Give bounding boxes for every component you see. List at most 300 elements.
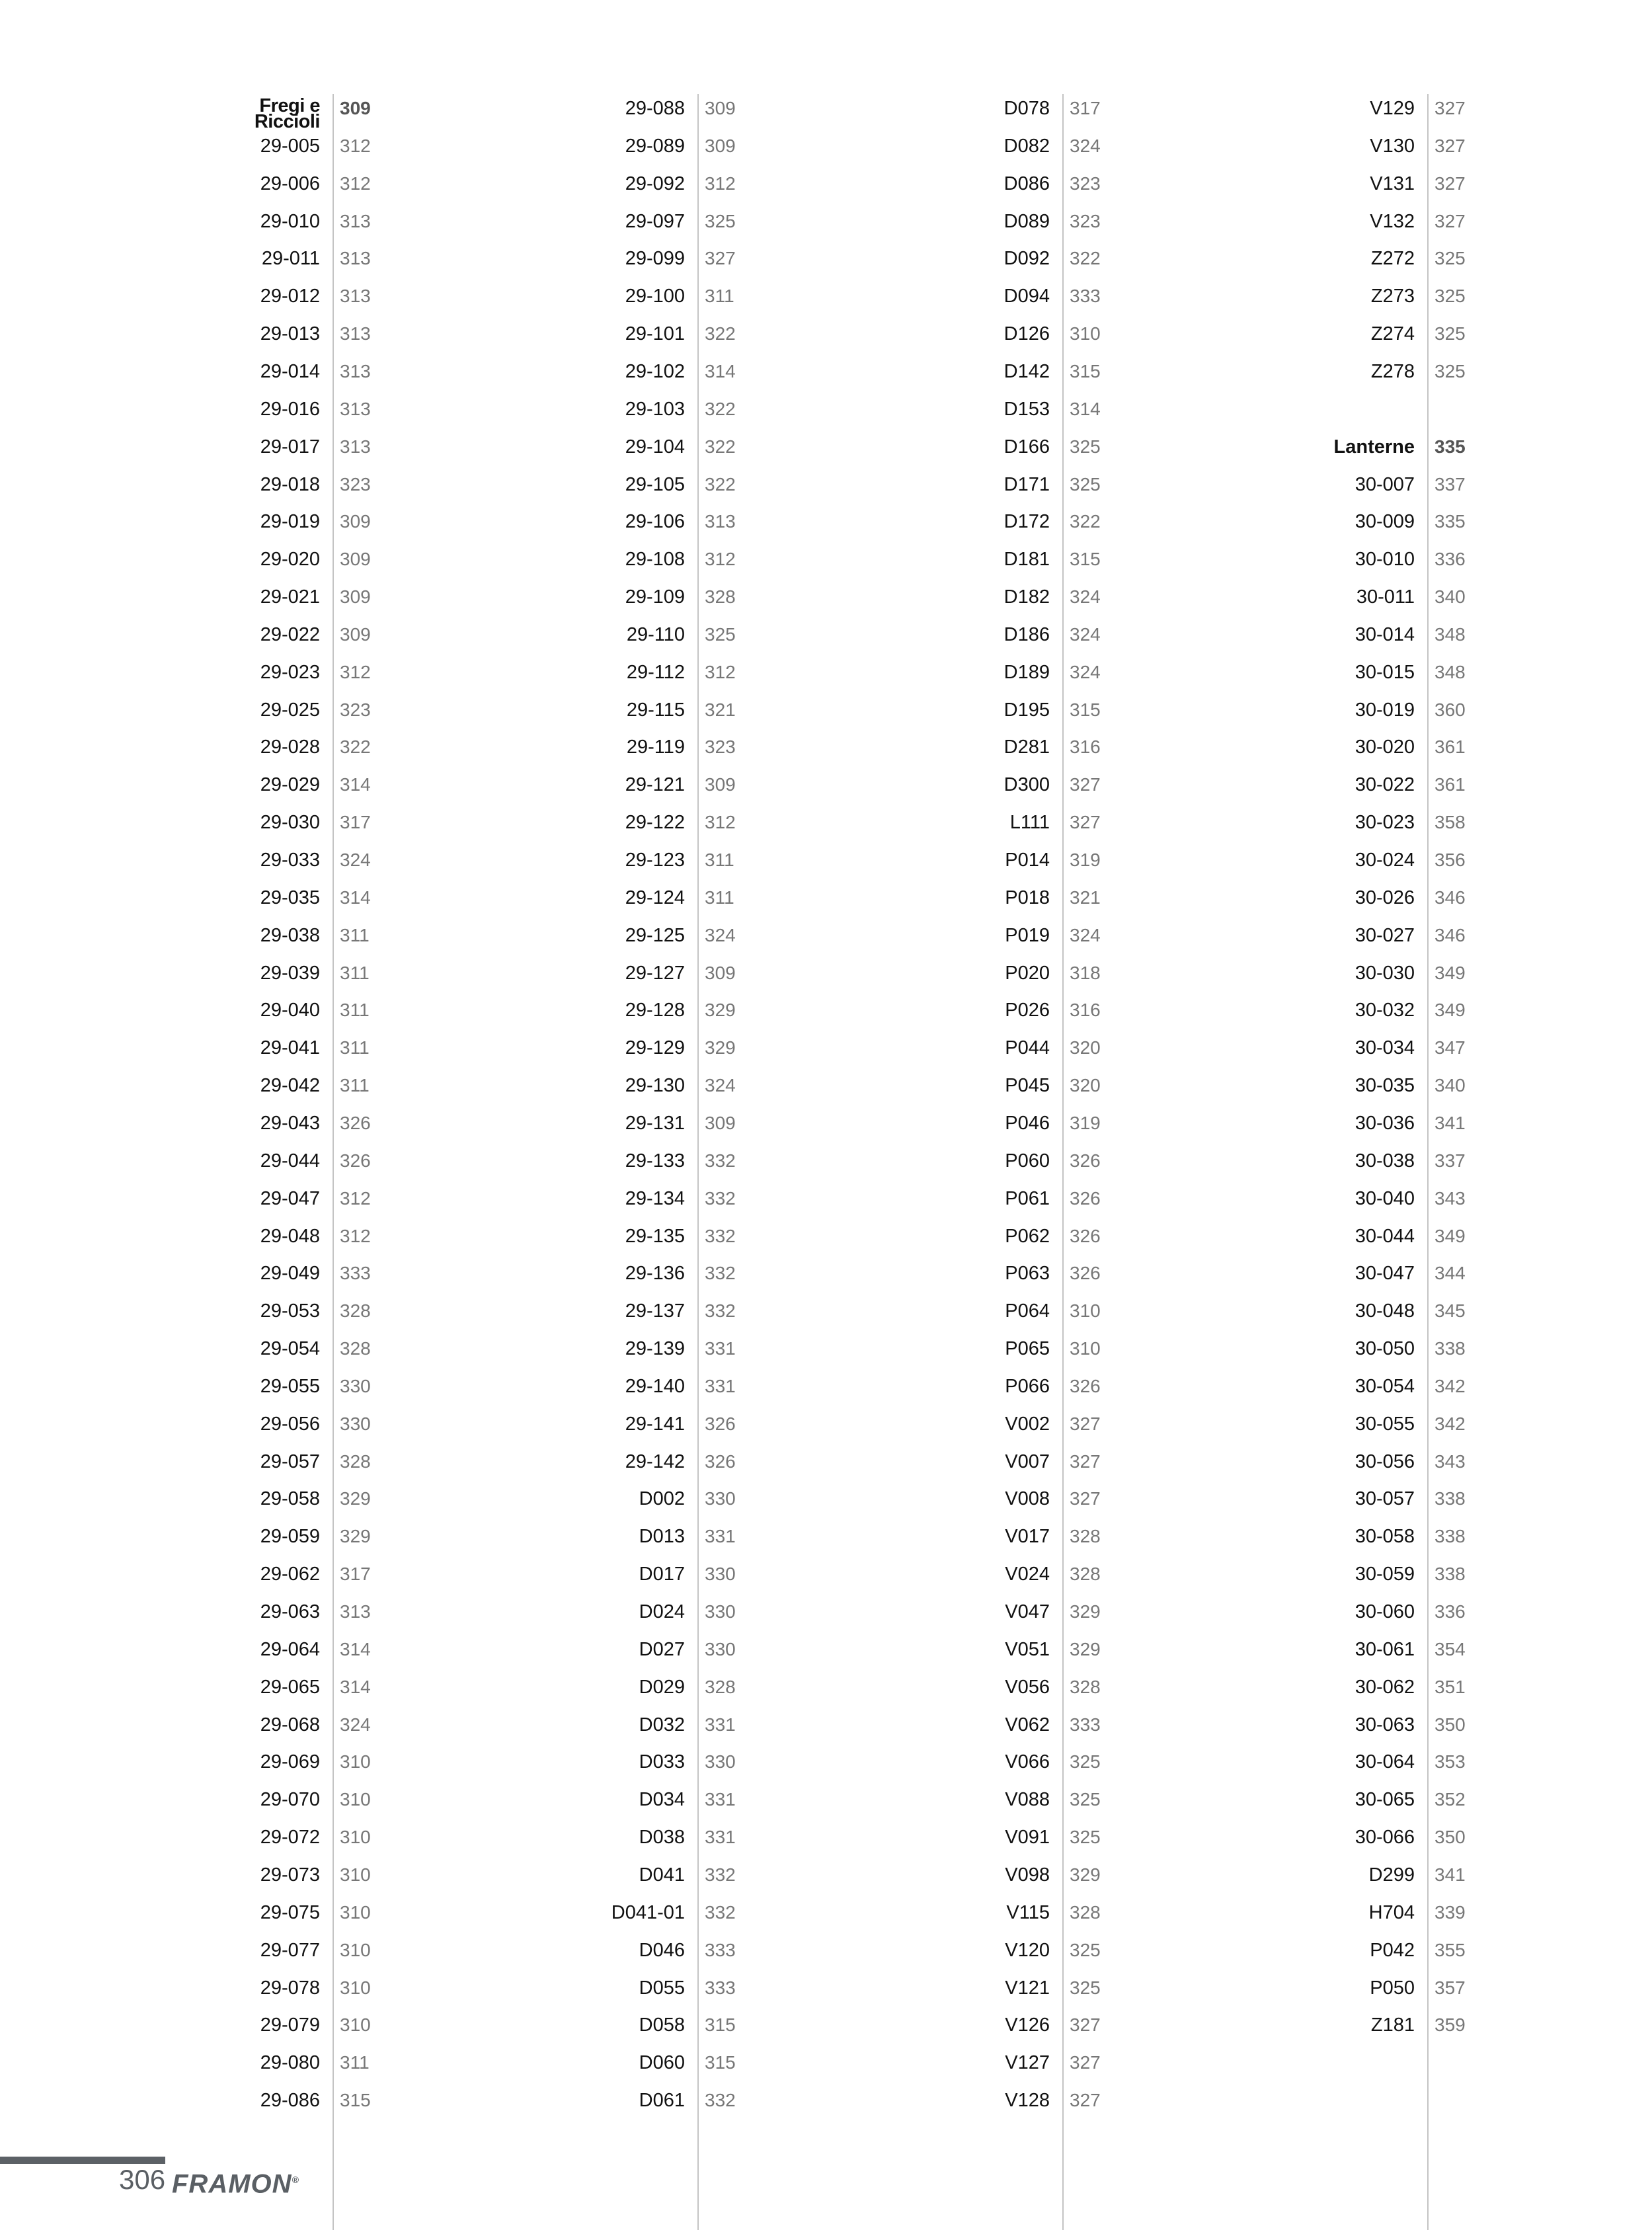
page-reference: 316 xyxy=(1070,1000,1101,1021)
page-reference: 327 xyxy=(1435,210,1466,231)
product-code: 29-013 xyxy=(260,323,320,345)
index-entry xyxy=(0,1071,1652,1109)
page-reference: 313 xyxy=(340,210,371,231)
page-reference: 342 xyxy=(1435,1413,1466,1434)
product-code: 30-026 xyxy=(1355,887,1415,908)
product-code: Z274 xyxy=(1370,323,1415,345)
product-code: 29-079 xyxy=(260,2014,320,2036)
product-code: 29-078 xyxy=(260,1977,320,1999)
index-entry xyxy=(0,1146,1652,1184)
product-code: D013 xyxy=(639,1526,685,1548)
product-code: 29-033 xyxy=(260,850,320,871)
product-code: D038 xyxy=(639,1827,685,1849)
page-reference: 323 xyxy=(340,699,371,720)
product-code: V002 xyxy=(1005,1413,1050,1435)
product-code: 29-053 xyxy=(260,1300,320,1322)
page-reference: 360 xyxy=(1435,699,1466,720)
page-reference: 350 xyxy=(1435,1714,1466,1735)
page-reference: 313 xyxy=(340,360,371,381)
index-entry xyxy=(0,2011,1652,2048)
product-code: 30-009 xyxy=(1355,511,1415,533)
product-code: 29-030 xyxy=(260,812,320,834)
product-code: D089 xyxy=(1003,210,1050,232)
product-code: 29-056 xyxy=(260,1413,320,1435)
page-reference: 332 xyxy=(705,1225,736,1246)
product-code: 29-069 xyxy=(260,1751,320,1773)
page-reference: 325 xyxy=(705,210,736,231)
page-reference: 315 xyxy=(1070,360,1101,381)
page-reference: 325 xyxy=(1070,1977,1101,1998)
product-code: 29-139 xyxy=(625,1338,685,1360)
product-code: 29-021 xyxy=(260,586,320,608)
page-reference: 332 xyxy=(705,1187,736,1209)
page-reference: 325 xyxy=(1435,286,1466,307)
product-code: D032 xyxy=(639,1714,685,1735)
product-code: 30-011 xyxy=(1356,586,1415,608)
page-reference: 351 xyxy=(1435,1676,1466,1697)
product-code: D033 xyxy=(639,1751,685,1773)
product-code: 29-119 xyxy=(626,737,685,758)
page-reference: 324 xyxy=(1070,623,1101,645)
page-reference: 312 xyxy=(705,173,736,194)
product-code: Z272 xyxy=(1370,248,1415,270)
product-code: 29-058 xyxy=(260,1488,320,1510)
page-reference: 329 xyxy=(1070,1638,1101,1659)
product-code: 30-048 xyxy=(1355,1300,1415,1322)
page-reference: 317 xyxy=(340,812,371,833)
product-code: 29-123 xyxy=(625,850,685,871)
product-code: V132 xyxy=(1370,210,1415,232)
page-reference: 326 xyxy=(705,1451,736,1472)
page-reference: 310 xyxy=(340,1789,371,1810)
product-code: V024 xyxy=(1005,1564,1050,1585)
product-code: P019 xyxy=(1005,924,1050,946)
page-reference: 322 xyxy=(340,737,371,758)
product-code: D281 xyxy=(1003,737,1050,758)
product-code: P064 xyxy=(1005,1300,1050,1322)
index-entry xyxy=(0,1447,1652,1485)
page-reference: 357 xyxy=(1435,1977,1466,1998)
page-reference: 330 xyxy=(705,1601,736,1622)
product-code: 29-134 xyxy=(625,1187,685,1209)
page-reference: 309 xyxy=(340,98,371,118)
index-entry xyxy=(0,1372,1652,1410)
product-code: D094 xyxy=(1003,286,1050,307)
page-reference: 327 xyxy=(1070,2052,1101,2073)
page-reference: 338 xyxy=(1435,1338,1466,1359)
index-entry xyxy=(0,1259,1652,1296)
product-code: P045 xyxy=(1005,1075,1050,1097)
product-code: 29-133 xyxy=(625,1150,685,1172)
page-reference: 326 xyxy=(1070,1225,1101,1246)
page-reference: 325 xyxy=(1070,1939,1101,1960)
product-code: D058 xyxy=(639,2014,685,2036)
page-reference: 319 xyxy=(1070,850,1101,870)
page-reference: 313 xyxy=(340,398,371,419)
section-title: Fregi e Riccioli xyxy=(254,95,320,132)
product-code: P014 xyxy=(1005,850,1050,871)
page-reference: 330 xyxy=(340,1413,371,1434)
page-reference: 327 xyxy=(1435,173,1466,194)
page-reference: 326 xyxy=(1070,1150,1101,1171)
page-reference: 326 xyxy=(1070,1375,1101,1396)
page-reference: 323 xyxy=(1070,210,1101,231)
product-code: 30-015 xyxy=(1355,661,1415,683)
page-reference: 324 xyxy=(705,924,736,945)
page-reference: 348 xyxy=(1435,661,1466,682)
product-code: V115 xyxy=(1006,1901,1050,1923)
page-reference: 344 xyxy=(1435,1263,1466,1284)
product-code: 29-130 xyxy=(625,1075,685,1097)
page-reference: 342 xyxy=(1435,1375,1466,1396)
product-code: P060 xyxy=(1005,1150,1050,1172)
page-reference: 311 xyxy=(705,286,734,307)
page-reference: 353 xyxy=(1435,1751,1466,1772)
product-code: 29-128 xyxy=(625,1000,685,1021)
page-reference: 325 xyxy=(1070,1751,1101,1772)
index-entry xyxy=(0,959,1652,996)
page-reference: 331 xyxy=(705,1375,736,1396)
product-code: 29-137 xyxy=(625,1300,685,1322)
product-code: P046 xyxy=(1005,1112,1050,1134)
product-code: 29-012 xyxy=(260,286,320,307)
product-code: 29-135 xyxy=(625,1225,685,1247)
product-code: 29-108 xyxy=(625,549,685,571)
page-reference: 322 xyxy=(705,398,736,419)
product-code: 29-102 xyxy=(625,360,685,382)
page-reference: 341 xyxy=(1435,1112,1466,1133)
product-code: 29-020 xyxy=(260,549,320,571)
page-reference: 311 xyxy=(705,850,734,870)
page-reference: 312 xyxy=(340,135,371,156)
page-reference: 315 xyxy=(1070,549,1101,570)
product-code: 29-086 xyxy=(260,2090,320,2112)
index-entry xyxy=(0,1484,1652,1522)
product-code: 29-101 xyxy=(625,323,685,345)
page-reference: 310 xyxy=(340,2014,371,2036)
product-code: L111 xyxy=(1009,812,1050,834)
product-code: 29-125 xyxy=(625,924,685,946)
page-reference: 330 xyxy=(340,1375,371,1396)
page-reference: 330 xyxy=(705,1751,736,1772)
page-reference: 309 xyxy=(705,774,736,795)
section-title: Lanterne xyxy=(1333,436,1415,458)
product-code: D061 xyxy=(639,2090,685,2112)
page-reference: 352 xyxy=(1435,1789,1466,1810)
page-reference: 349 xyxy=(1435,1225,1466,1246)
product-code: 29-142 xyxy=(625,1451,685,1472)
page-reference: 333 xyxy=(340,1263,371,1284)
index-entry xyxy=(0,2048,1652,2086)
product-code: 29-099 xyxy=(625,248,685,270)
product-code: 30-024 xyxy=(1355,850,1415,871)
page-reference: 331 xyxy=(705,1827,736,1848)
index-entry xyxy=(0,1334,1652,1372)
product-code: 29-018 xyxy=(260,473,320,495)
index-entry xyxy=(0,1222,1652,1259)
product-code: V062 xyxy=(1005,1714,1050,1735)
product-code: 30-034 xyxy=(1355,1037,1415,1059)
product-code: V127 xyxy=(1005,2052,1050,2074)
page-reference: 329 xyxy=(705,1037,736,1058)
product-code: D002 xyxy=(639,1488,685,1510)
index-entry xyxy=(0,282,1652,319)
page-reference: 325 xyxy=(1070,1827,1101,1848)
page-reference: 322 xyxy=(1070,248,1101,269)
product-code: 29-141 xyxy=(625,1413,685,1435)
product-code: 29-068 xyxy=(260,1714,320,1735)
page-reference: 361 xyxy=(1435,737,1466,758)
product-code: 29-070 xyxy=(260,1789,320,1811)
product-code: 30-054 xyxy=(1355,1375,1415,1397)
page-reference: 356 xyxy=(1435,850,1466,870)
product-code: 29-073 xyxy=(260,1864,320,1886)
page-reference: 330 xyxy=(705,1564,736,1585)
page-reference: 328 xyxy=(340,1338,371,1359)
index-entry xyxy=(0,883,1652,921)
page-reference: 309 xyxy=(705,1112,736,1133)
index-entry xyxy=(0,1597,1652,1635)
page-reference: 315 xyxy=(705,2052,736,2073)
product-code: 29-097 xyxy=(625,210,685,232)
page-reference: 325 xyxy=(1070,436,1101,457)
product-code: 30-010 xyxy=(1355,549,1415,571)
product-code: 30-060 xyxy=(1355,1601,1415,1622)
page-reference: 314 xyxy=(340,1638,371,1659)
product-code: D299 xyxy=(1368,1864,1415,1886)
product-code: D166 xyxy=(1003,436,1050,458)
index-entry xyxy=(0,1973,1652,2011)
page-reference: 333 xyxy=(705,1977,736,1998)
page-reference: 318 xyxy=(1070,962,1101,983)
product-code: 29-100 xyxy=(625,286,685,307)
page-reference: 320 xyxy=(1070,1075,1101,1096)
product-code: 30-055 xyxy=(1355,1413,1415,1435)
product-code: 30-027 xyxy=(1355,924,1415,946)
index-entry xyxy=(0,733,1652,770)
page-reference: 329 xyxy=(1070,1601,1101,1622)
product-code: 29-124 xyxy=(625,887,685,908)
page-reference: 324 xyxy=(340,1714,371,1735)
framon-logo xyxy=(172,2162,299,2202)
product-code: P020 xyxy=(1005,962,1050,984)
page-reference: 314 xyxy=(340,887,371,908)
page-reference: 324 xyxy=(705,1075,736,1096)
page-reference: 338 xyxy=(1435,1488,1466,1509)
page-reference: 312 xyxy=(340,1225,371,1246)
product-code: V051 xyxy=(1005,1638,1050,1660)
index-entry xyxy=(0,1635,1652,1673)
framon-logo-text: FRAMON xyxy=(172,2169,292,2199)
page-reference: 312 xyxy=(705,812,736,833)
page-reference: 329 xyxy=(340,1526,371,1547)
page-reference: 309 xyxy=(340,586,371,608)
product-code: 29-047 xyxy=(260,1187,320,1209)
page-reference: 327 xyxy=(1070,1488,1101,1509)
page-reference: 355 xyxy=(1435,1939,1466,1960)
product-code: 29-022 xyxy=(260,623,320,645)
product-code: 29-057 xyxy=(260,1451,320,1472)
product-code: 30-050 xyxy=(1355,1338,1415,1360)
page-reference: 325 xyxy=(1070,1789,1101,1810)
page-reference: 349 xyxy=(1435,1000,1466,1021)
index-entry xyxy=(0,395,1652,432)
product-code: 29-043 xyxy=(260,1112,320,1134)
index-entry xyxy=(0,357,1652,395)
page-reference: 329 xyxy=(1070,1864,1101,1885)
page-reference: 314 xyxy=(340,774,371,795)
product-code: 29-005 xyxy=(260,135,320,157)
product-code: 30-038 xyxy=(1355,1150,1415,1172)
product-code: 29-019 xyxy=(260,511,320,533)
page-reference: 314 xyxy=(1070,398,1101,419)
product-code: 29-121 xyxy=(625,774,685,796)
page-reference: 327 xyxy=(1070,2090,1101,2111)
page-reference: 311 xyxy=(340,2052,370,2073)
page-reference: 358 xyxy=(1435,812,1466,833)
page-reference: 343 xyxy=(1435,1451,1466,1472)
product-code: V091 xyxy=(1005,1827,1050,1849)
product-code: P061 xyxy=(1005,1187,1050,1209)
page-reference: 340 xyxy=(1435,586,1466,608)
index-entry xyxy=(0,207,1652,245)
page-reference: 331 xyxy=(705,1714,736,1735)
product-code: D142 xyxy=(1003,360,1050,382)
page-reference: 338 xyxy=(1435,1526,1466,1547)
product-code: 29-131 xyxy=(625,1112,685,1134)
product-code: 30-007 xyxy=(1355,473,1415,495)
product-code: V056 xyxy=(1005,1676,1050,1698)
page-reference: 346 xyxy=(1435,887,1466,908)
product-code: 30-035 xyxy=(1355,1075,1415,1097)
product-code: 30-064 xyxy=(1355,1751,1415,1773)
page-reference: 310 xyxy=(1070,1300,1101,1322)
page-reference: 315 xyxy=(1070,699,1101,720)
page-reference: 309 xyxy=(340,623,371,645)
product-code: 30-036 xyxy=(1355,1112,1415,1134)
product-code: D126 xyxy=(1003,323,1050,345)
product-code: 30-057 xyxy=(1355,1488,1415,1510)
product-code: Z181 xyxy=(1370,2014,1415,2036)
product-code: P018 xyxy=(1005,887,1050,908)
index-entry xyxy=(0,1710,1652,1748)
page-reference: 328 xyxy=(1070,1526,1101,1547)
product-code: 29-059 xyxy=(260,1526,320,1548)
page-reference: 332 xyxy=(705,1263,736,1284)
page-reference: 321 xyxy=(1070,887,1101,908)
product-code: 29-080 xyxy=(260,2052,320,2074)
product-code: 29-028 xyxy=(260,737,320,758)
product-code: 29-023 xyxy=(260,661,320,683)
product-code: 29-089 xyxy=(625,135,685,157)
product-code: 29-129 xyxy=(625,1037,685,1059)
index-entry xyxy=(0,846,1652,883)
page-reference: 347 xyxy=(1435,1037,1466,1058)
page-reference: 332 xyxy=(705,1300,736,1322)
product-code: 29-044 xyxy=(260,1150,320,1172)
product-code: 29-029 xyxy=(260,774,320,796)
footer-page-number: 306 xyxy=(119,2164,166,2195)
page-reference: 345 xyxy=(1435,1300,1466,1322)
page-reference: 323 xyxy=(1070,173,1101,194)
page-reference: 313 xyxy=(340,323,371,344)
product-code: D041 xyxy=(639,1864,685,1886)
page-reference: 313 xyxy=(340,248,371,269)
product-code: V098 xyxy=(1005,1864,1050,1886)
product-code: 30-066 xyxy=(1355,1827,1415,1849)
product-code: 29-025 xyxy=(260,699,320,721)
product-code: 30-014 xyxy=(1355,623,1415,645)
page-reference: 314 xyxy=(705,360,736,381)
page-reference: 322 xyxy=(1070,511,1101,532)
page-reference: 312 xyxy=(340,173,371,194)
product-code: D171 xyxy=(1003,473,1050,495)
page-reference: 317 xyxy=(1070,98,1101,118)
page-reference: 332 xyxy=(705,1150,736,1171)
page-reference: 313 xyxy=(340,286,371,307)
product-code: 29-127 xyxy=(625,962,685,984)
page-reference: 322 xyxy=(705,323,736,344)
page-reference: 329 xyxy=(705,1000,736,1021)
product-code: 29-092 xyxy=(625,173,685,194)
page-reference: 331 xyxy=(705,1789,736,1810)
product-code: V121 xyxy=(1005,1977,1050,1999)
product-code: 29-041 xyxy=(260,1037,320,1059)
page-reference: 312 xyxy=(340,661,371,682)
page-reference: 341 xyxy=(1435,1864,1466,1885)
product-code: V130 xyxy=(1370,135,1415,157)
index-entry xyxy=(0,582,1652,620)
page-reference: 310 xyxy=(1070,323,1101,344)
product-code: 29-038 xyxy=(260,924,320,946)
product-code: P050 xyxy=(1370,1977,1415,1999)
product-code: P044 xyxy=(1005,1037,1050,1059)
product-code: D189 xyxy=(1003,661,1050,683)
page-reference: 349 xyxy=(1435,962,1466,983)
index-entry xyxy=(0,1860,1652,1898)
page-reference: 333 xyxy=(1070,286,1101,307)
product-code: Z273 xyxy=(1370,286,1415,307)
index-entry xyxy=(0,1898,1652,1936)
product-code: P026 xyxy=(1005,1000,1050,1021)
product-code: 29-122 xyxy=(625,812,685,834)
product-code: V007 xyxy=(1005,1451,1050,1472)
product-code: D078 xyxy=(1003,98,1050,119)
product-code: 30-061 xyxy=(1355,1638,1415,1660)
product-code: 29-054 xyxy=(260,1338,320,1360)
index-entry xyxy=(0,1673,1652,1710)
page-reference: 343 xyxy=(1435,1187,1466,1209)
page-reference: 346 xyxy=(1435,924,1466,945)
product-code: 30-044 xyxy=(1355,1225,1415,1247)
page-reference: 336 xyxy=(1435,1601,1466,1622)
product-code: P066 xyxy=(1005,1375,1050,1397)
page-reference: 325 xyxy=(1435,248,1466,269)
product-code: D153 xyxy=(1003,398,1050,420)
product-code: P063 xyxy=(1005,1263,1050,1285)
product-code: 29-014 xyxy=(260,360,320,382)
product-code: 29-136 xyxy=(625,1263,685,1285)
product-code: 29-088 xyxy=(625,98,685,119)
page-reference: 338 xyxy=(1435,1564,1466,1585)
page-reference: 325 xyxy=(1435,323,1466,344)
page-reference: 310 xyxy=(340,1939,371,1960)
index-entry xyxy=(0,1936,1652,1973)
page-reference: 337 xyxy=(1435,1150,1466,1171)
index-entry xyxy=(0,658,1652,696)
product-code: 29-140 xyxy=(625,1375,685,1397)
product-code: 29-055 xyxy=(260,1375,320,1397)
